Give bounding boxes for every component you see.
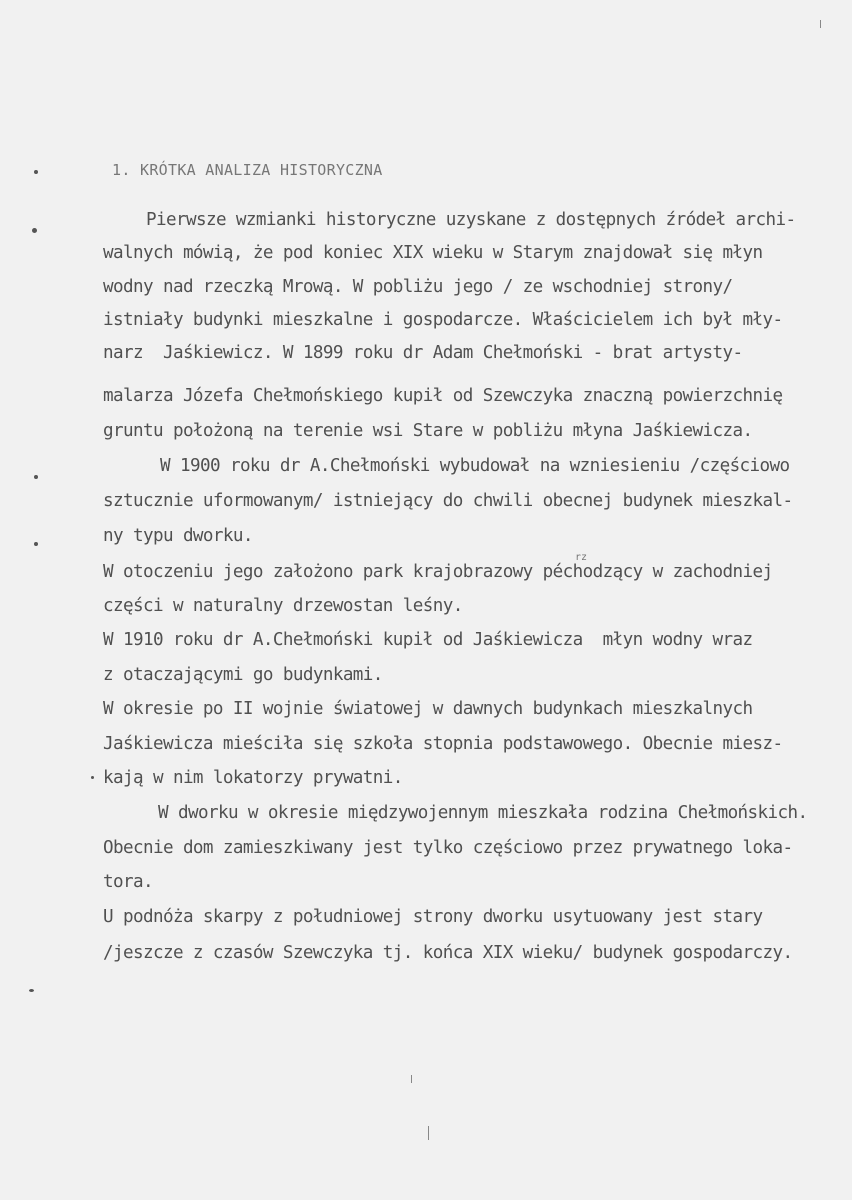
margin-dot bbox=[34, 170, 38, 174]
text-line: W okresie po II wojnie światowej w dawnych budynkach mieszkalnych bbox=[103, 699, 753, 719]
text-line: W otoczeniu jego założono park krajobrazowy péchodzący w zachodniej bbox=[103, 562, 773, 582]
text-line: gruntu położoną na terenie wsi Stare w pobliżu młyna Jaśkiewicza. bbox=[103, 421, 753, 441]
text-line: U podnóża skarpy z południowej strony dworku usytuowany jest stary bbox=[103, 907, 763, 927]
text-line: tora. bbox=[103, 872, 153, 892]
text-line: malarza Józefa Chełmońskiego kupił od Szewczyka znaczną powierzchnię bbox=[103, 386, 783, 406]
scan-tick bbox=[820, 20, 821, 28]
text-line: walnych mówią, że pod koniec XIX wieku w Starym znajdował się młyn bbox=[103, 243, 763, 263]
text-line: wodny nad rzeczką Mrową. W pobliżu jego / ze wschodniej strony/ bbox=[103, 277, 733, 297]
text-line: sztucznie uformowanym/ istniejący do chwili obecnej budynek mieszkal- bbox=[103, 491, 793, 511]
scan-tick bbox=[411, 1075, 412, 1083]
margin-dot bbox=[34, 475, 38, 479]
text-line: narz Jaśkiewicz. W 1899 roku dr Adam Chełmoński - brat artysty- bbox=[103, 343, 743, 363]
text-line: kają w nim lokatorzy prywatni. bbox=[103, 768, 403, 788]
margin-dot bbox=[34, 542, 38, 546]
text-line: części w naturalny drzewostan leśny. bbox=[103, 596, 463, 616]
text-line: ny typu dworku. bbox=[103, 526, 253, 546]
handwritten-insertion: rz bbox=[575, 552, 588, 563]
margin-dot bbox=[32, 228, 37, 233]
scan-tick bbox=[428, 1126, 429, 1140]
text-line: istniały budynki mieszkalne i gospodarcze. Właścicielem ich był mły- bbox=[103, 310, 783, 330]
text-line: z otaczającymi go budynkami. bbox=[103, 665, 383, 685]
section-heading: 1. KRÓTKA ANALIZA HISTORYCZNA bbox=[112, 161, 383, 179]
margin-dot bbox=[91, 776, 94, 779]
text-line: W 1910 roku dr A.Chełmoński kupił od Jaśkiewicza młyn wodny wraz bbox=[103, 630, 753, 650]
text-line: /jeszcze z czasów Szewczyka tj. końca XIX wieku/ budynek gospodarczy. bbox=[103, 943, 793, 963]
text-line: Jaśkiewicza mieściła się szkoła stopnia podstawowego. Obecnie miesz- bbox=[103, 734, 783, 754]
text-line: Pierwsze wzmianki historyczne uzyskane z dostępnych źródeł archi- bbox=[146, 210, 796, 230]
text-line: Obecnie dom zamieszkiwany jest tylko częściowo przez prywatnego loka- bbox=[103, 838, 793, 858]
text-line: W 1900 roku dr A.Chełmoński wybudował na wzniesieniu /częściowo bbox=[160, 456, 790, 476]
text-line: W dworku w okresie międzywojennym mieszkała rodzina Chełmońskich. bbox=[158, 803, 808, 823]
margin-dot bbox=[29, 989, 34, 992]
